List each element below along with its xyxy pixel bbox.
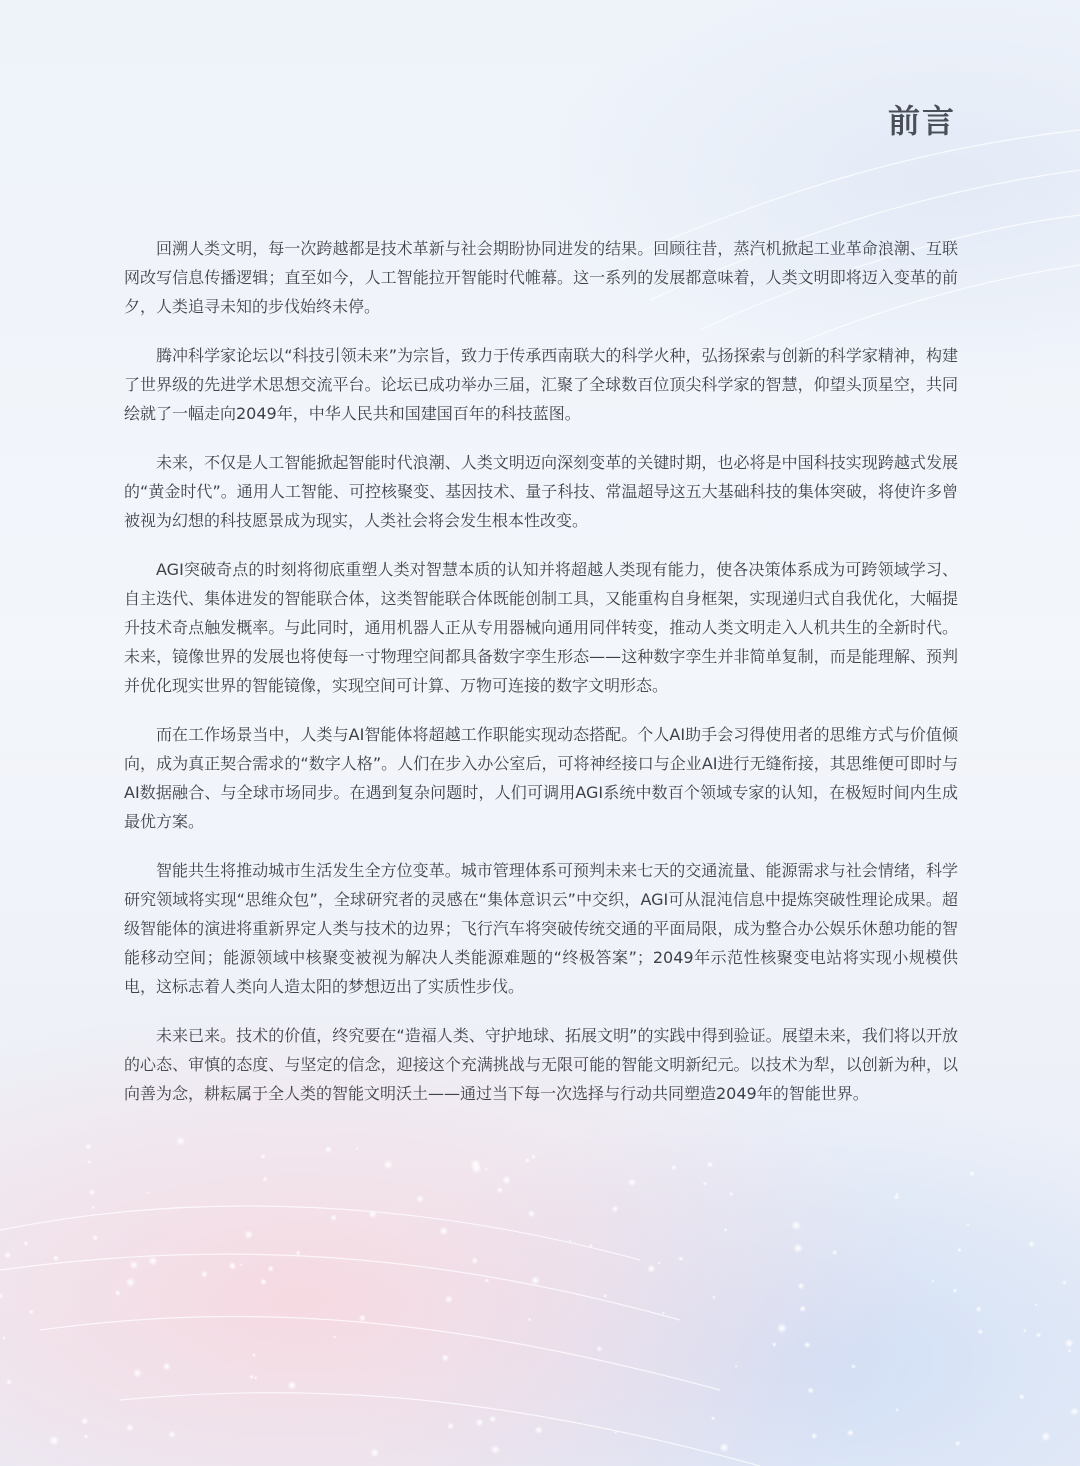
sparkle-dot [847, 1429, 854, 1436]
sparkle-dot [525, 1158, 531, 1164]
sparkle-dot [535, 1426, 543, 1434]
sparkle-dot [260, 1278, 267, 1285]
sparkle-dot [4, 1251, 12, 1259]
sparkle-dot [355, 1147, 358, 1150]
sparkle-dot [1028, 1241, 1035, 1248]
sparkle-dot [797, 1282, 804, 1289]
sparkle-dot [777, 1323, 788, 1334]
sparkle-dot [359, 1314, 367, 1322]
sparkle-dot [1070, 1407, 1079, 1416]
sparkle-dot [647, 1264, 656, 1273]
sparkle-dot [729, 1192, 734, 1197]
paragraph-5: 而在工作场景当中，人类与AI智能体将超越工作职能实现动态搭配。个人AI助手会习得使用者的思维方式与价值倾向，成为真正契合需求的“数字人格”。人们在步入办公室后，可将神经接口与企业AI进行无缝衔接，其思维便可即时与AI数据融合、与全球市场同步。在遇到复杂问题时，人们可调用AGI系统中数百个领域专家的认知，在极短时间内生成最优方案。 [124, 725, 958, 831]
paragraph-7: 未来已来。技术的价值，终究要在“造福人类、守护地球、拓展文明”的实践中得到验证。展望未来，我们将以开放的心态、审慎的态度、与坚定的信念，迎接这个充满挑战与无限可能的智能文明新纪元。以技术为犁，以创新为种，以向善为念，耕耘属于全人类的智能文明沃土——通过当下每一次选择与行动共同塑造2049年的智能世界。 [124, 1026, 958, 1103]
sparkle-dot [611, 1205, 619, 1213]
sparkle-dot [29, 1309, 34, 1314]
sparkle-dot [957, 1248, 962, 1253]
sparkle-dot [267, 1265, 274, 1272]
sparkle-dot [441, 1354, 449, 1362]
sparkle-dot [496, 1187, 503, 1194]
sparkle-dot [49, 1435, 60, 1446]
paragraph-4: AGI突破奇点的时刻将彻底重塑人类对智慧本质的认知并将超越人类现有能力，使各决策体系成为可跨领域学习、自主迭代、集体进发的智能联合体，这类智能联合体既能创制工具，又能重构自身框架，实现递归式自我优化，大幅提升技术奇点触发概率。与此同时，通用机器人正从专用器械向通用同伴转变，推动人类文明走入人机共生的全新时代。未来，镜像世界的发展也将使每一寸物理空间都具备数字孪生形态——这种数字孪生并非简单复制，而是能理解、预判并优化现实世界的智能镜像，实现空间可计算、万物可连接的数字文明形态。 [124, 560, 958, 695]
sparkle-dot [81, 1417, 89, 1425]
sparkle-dot [383, 1160, 393, 1170]
sparkle-dot [1064, 1339, 1074, 1349]
sparkle-dot [614, 1431, 617, 1434]
sparkle-dot [252, 1353, 256, 1357]
sparkle-dot [475, 1418, 484, 1427]
sparkle-dot [146, 1191, 149, 1194]
sparkle-dot [975, 1306, 981, 1312]
sparkle-dot [470, 1159, 481, 1170]
sparkle-dot [791, 1220, 802, 1231]
sparkle-dot [1019, 1394, 1025, 1400]
sparkle-dot [84, 1434, 89, 1439]
sparkle-dot [485, 1167, 488, 1170]
sparkle-dot [953, 1288, 958, 1293]
sparkle-dot [1035, 1303, 1038, 1306]
sparkle-dot [249, 1374, 254, 1379]
sparkle-dot [894, 1194, 900, 1200]
sparkle-dot [723, 1228, 727, 1232]
sparkle-dot [832, 1250, 838, 1256]
sparkle-dot [287, 1380, 297, 1390]
sparkle-dot [2, 1336, 6, 1340]
sparkle-dot [793, 1243, 803, 1253]
sparkle-dot [969, 1171, 975, 1177]
sparkle-dot [133, 1368, 143, 1378]
sparkle-dot [712, 1295, 716, 1299]
sparkle-dot [596, 1346, 602, 1352]
paragraph-2: 腾冲科学家论坛以“科技引领未来”为宗旨，致力于传承西南联大的科学火种，弘扬探索与创新的科学家精神，构建了世界级的先进学术思想交流平台。论坛已成功举办三届，汇聚了全球数百位顶尖科学家的智慧，仰望头顶星空，共同绘就了一幅走向2049年，中华人民共和国建国百年的科技蓝图。 [124, 346, 958, 423]
sparkle-dot [126, 1424, 134, 1432]
sparkle-dot [804, 1341, 811, 1348]
page-title: 前言 [887, 102, 956, 140]
sparkle-dot [807, 1387, 814, 1394]
sparkle-dot [228, 1262, 236, 1270]
sparkle-dot [603, 1294, 607, 1298]
sparkle-dot [0, 1293, 3, 1300]
sparkle-dot [1062, 1280, 1067, 1285]
sparkle-dot [811, 1433, 818, 1440]
sparkle-dot [447, 1422, 455, 1430]
sparkle-dot [528, 1318, 532, 1322]
sparkle-dot [657, 1261, 661, 1265]
sparkle-dot [168, 1431, 176, 1439]
sparkle-dot [490, 1445, 500, 1455]
sparkle-dot [330, 1214, 337, 1221]
sparkle-dot [115, 1290, 121, 1296]
sparkle-dot [85, 1143, 92, 1150]
sparkle-dot [977, 1329, 983, 1335]
sparkle-dot [88, 1189, 95, 1196]
sparkle-dot [1068, 1349, 1072, 1353]
sparkle-dot [125, 1277, 136, 1288]
paragraph-3: 未来，不仅是人工智能掀起智能时代浪潮、人类文明迈向深刻变革的关键时期，也必将是中国科技实现跨越式发展的“黄金时代”。通用人工智能、可控核聚变、基因技术、量子科技、常温超导这五大基础科技的集体突破，将使许多曾被视为幻想的科技愿景成为现实，人类社会将会发生根本性改变。 [124, 453, 958, 530]
sparkle-dot [531, 1154, 536, 1159]
sparkle-dot [931, 1279, 935, 1283]
sparkle-dot [53, 1255, 60, 1262]
sparkle-dot [445, 1295, 454, 1304]
preface-body [124, 234, 958, 1128]
sparkle-dot [325, 1146, 333, 1154]
sparkle-dot [240, 1263, 243, 1266]
sparkle-dot [671, 1165, 677, 1171]
sparkle-dot [955, 1440, 961, 1446]
sparkle-dot [851, 1364, 856, 1369]
sparkle-dot [589, 1244, 593, 1248]
sparkle-dot [6, 1379, 13, 1386]
sparkle-dot [260, 1153, 266, 1159]
sparkle-dot [703, 1181, 708, 1186]
sparkle-dot [91, 1205, 95, 1209]
sparkle-dot [439, 1226, 448, 1235]
sparkle-dot [735, 1365, 738, 1368]
sparkle-dot [628, 1178, 637, 1187]
sparkle-dot [201, 1271, 208, 1278]
sparkle-dot [711, 1416, 716, 1421]
sparkle-dot [148, 1256, 158, 1266]
sparkle-dot [23, 1241, 29, 1247]
sparkle-dot [254, 1376, 258, 1380]
sparkle-dot [531, 1276, 541, 1286]
sparkle-dot [129, 1260, 139, 1270]
sparkle-dot [244, 1230, 253, 1239]
sparkle-dot [92, 1235, 98, 1241]
sparkle-dot [370, 1448, 380, 1458]
sparkle-dot [772, 1342, 777, 1347]
sparkle-dot [678, 1256, 683, 1261]
sparkle-dot [163, 1362, 172, 1371]
sparkle-dot [484, 1278, 489, 1283]
sparkle-dot [262, 1176, 268, 1182]
sparkle-dot [471, 1257, 478, 1264]
sparkle-dot [295, 1250, 301, 1256]
sparkle-dot [416, 1195, 424, 1203]
sparkle-dot [1041, 1432, 1051, 1442]
sparkle-dot [719, 1443, 729, 1453]
sparkle-dot [528, 1210, 536, 1218]
sparkle-dot [87, 1160, 91, 1164]
paragraph-1: 回溯人类文明，每一次跨越都是技术革新与社会期盼协同进发的结果。回顾往昔，蒸汽机掀起工业革命浪潮、互联网改写信息传播逻辑；直至如今，人工智能拉开智能时代帷幕。这一系列的发展都意味着，人类文明即将迈入变革的前夕，人类追寻未知的步伐始终未停。 [124, 239, 958, 316]
sparkle-dot [966, 1223, 969, 1226]
sparkle-dot [662, 1311, 665, 1314]
sparkle-dot [568, 1239, 571, 1242]
sparkle-dot [1036, 1332, 1042, 1338]
sparkle-dot [502, 1175, 511, 1184]
sparkle-dot [707, 1161, 714, 1168]
sparkle-dot [368, 1210, 377, 1219]
sparkle-dot [799, 1305, 806, 1312]
sparkle-dot [895, 1408, 899, 1412]
paragraph-6: 智能共生将推动城市生活发生全方位变革。城市管理体系可预判未来七天的交通流量、能源需求与社会情绪，科学研究领域将实现“思维众包”，全球研究者的灵感在“集体意识云”中交织，AGI可从混沌信息中提炼突破性理论成果。超级智能体的演进将重新界定人类与技术的边界；飞行汽车将突破传统交通的平面局限，成为整合办公娱乐休憩功能的智能移动空间；能源领域中核聚变被视为解决人类能源难题的“终极答案”；2049年示范性核聚变电站将实现小规模供电，这标志着人类向人造太阳的梦想迈出了实质性步伐。 [124, 861, 958, 996]
sparkle-dot [489, 1415, 497, 1423]
sparkle-dot [333, 1335, 337, 1339]
sparkle-dot [1023, 1329, 1027, 1333]
sparkle-dot [176, 1136, 186, 1146]
